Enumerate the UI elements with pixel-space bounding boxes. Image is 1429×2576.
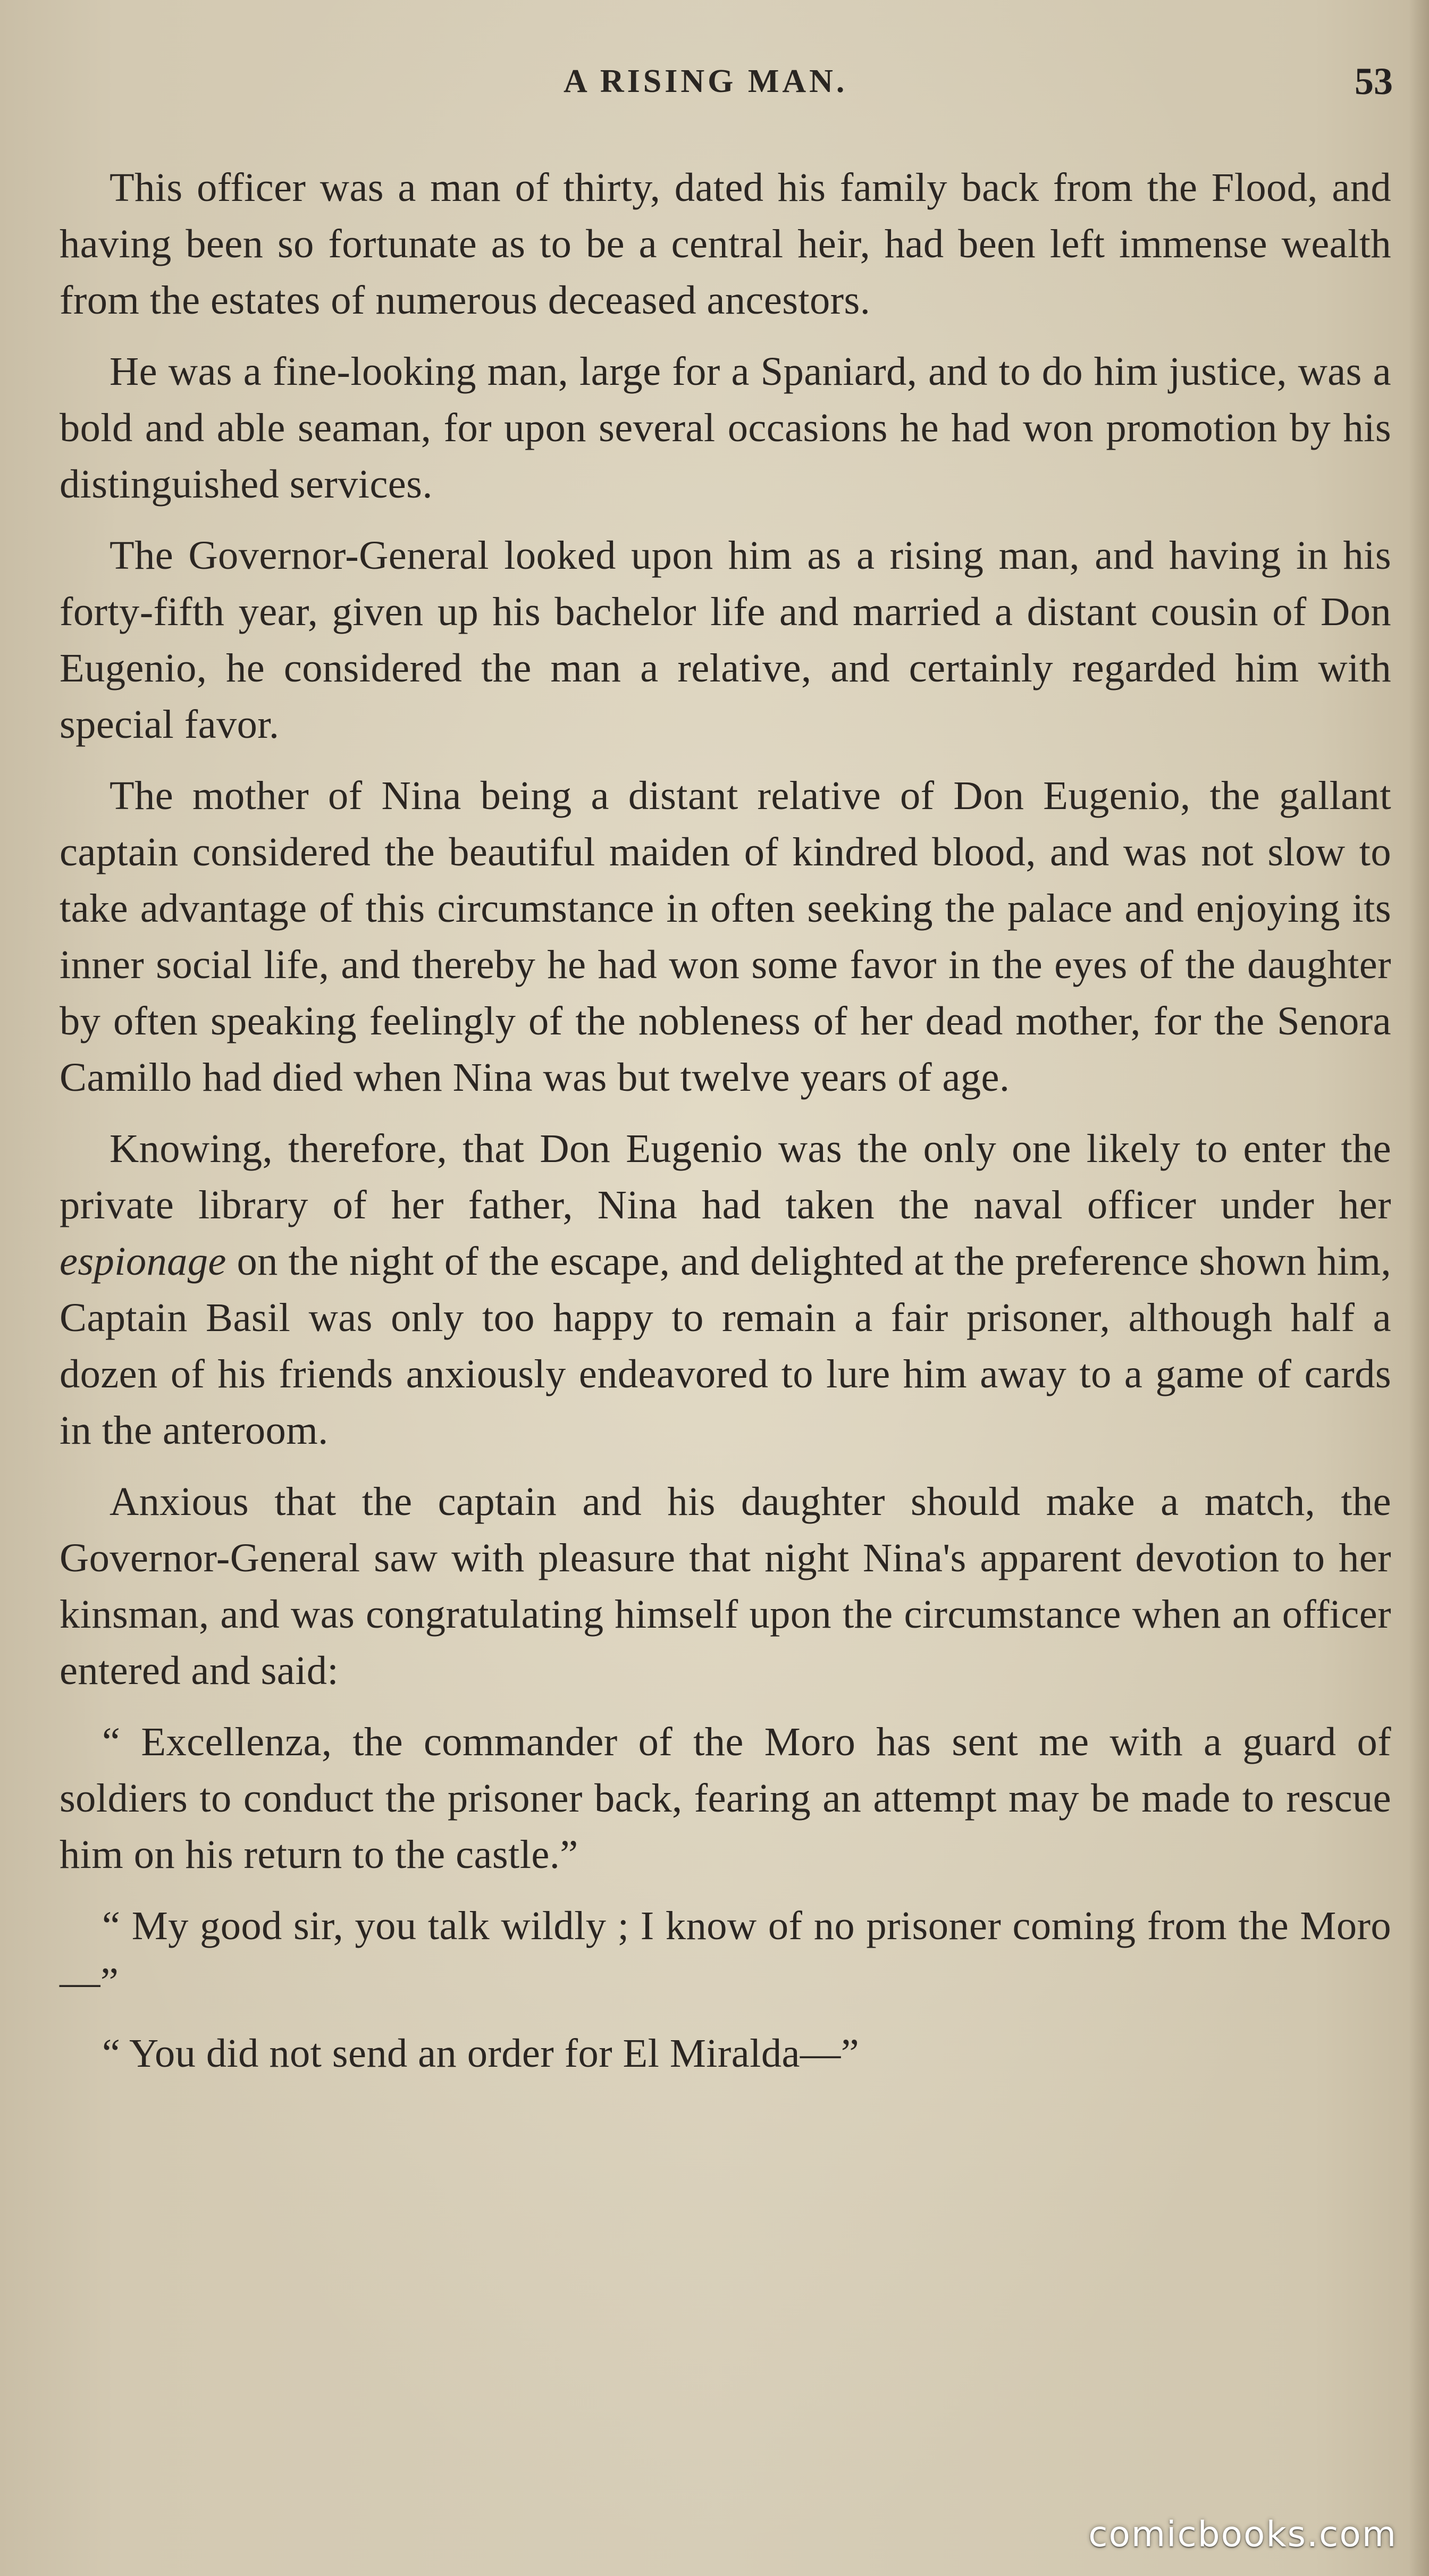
italic-word: espionage (60, 1239, 226, 1284)
paragraph-3: The Governor-General looked upon him as a rising man, and having in his forty-fifth year, given up his bachelor life and married a distant cousin of Don Eugenio, he considered the man a relative, and certainly regarded him with special favor. (60, 533, 1391, 747)
paragraph-4: The mother of Nina being a distant relative of Don Eugenio, the gallant captain considered the beautiful maiden of kindred blood, and was not slow to take advantage of this circumstance in often seeking the palace and enjoying its inner social life, and thereby he had won some favor in the eyes of the daughter by often speaking feelingly of the nobleness of her dead mother, for the Senora Camillo had died when Nina was but twelve years of age. (60, 773, 1391, 1100)
chapter-title: A RISING MAN. (564, 63, 848, 99)
paragraph-2: He was a fine-looking man, large for a Spaniard, and to do him justice, was a bold and able seaman, for upon several occasions he had won promotion by his distinguished services. (60, 349, 1391, 507)
paragraph-1: This officer was a man of thirty, dated his family back from the Flood, and having been so fortunate as to be a central heir, had been left immense wealth from the estates of numerous deceased ancestors. (60, 165, 1391, 323)
dialogue-2: “ My good sir, you talk wildly ; I know of no prisoner coming from the Moro—” (60, 1903, 1391, 2005)
body-text (60, 159, 1391, 2445)
page-number: 53 (1355, 60, 1393, 103)
page-edge-shadow (1409, 0, 1429, 2576)
paragraph-6: Anxious that the captain and his daughter should make a match, the Governor-General saw with pleasure that night Nina's apparent devotion to her kinsman, and was congratulating himself upon the circumstance when an officer entered and said: (60, 1479, 1391, 1693)
dialogue-1: “ Excellenza, the commander of the Moro has sent me with a guard of soldiers to conduct the prisoner back, fearing an attempt may be made to rescue him on his return to the castle.” (60, 1719, 1391, 1877)
paragraph-5: Knowing, therefore, that Don Eugenio was the only one likely to enter the private library of her father, Nina had taken the naval officer under her espionage on the night of the escape, and delighted at the preference shown him, Captain Basil was only too happy to remain a fair prisoner, although half a dozen of his friends anxiously endeavored to lure him away to a game of cards in the anteroom. (60, 1126, 1391, 1453)
dialogue-3: “ You did not send an order for El Miralda—” (102, 2031, 860, 2076)
site-watermark: comicbooks.com (1088, 2514, 1397, 2555)
running-head (0, 60, 1429, 121)
